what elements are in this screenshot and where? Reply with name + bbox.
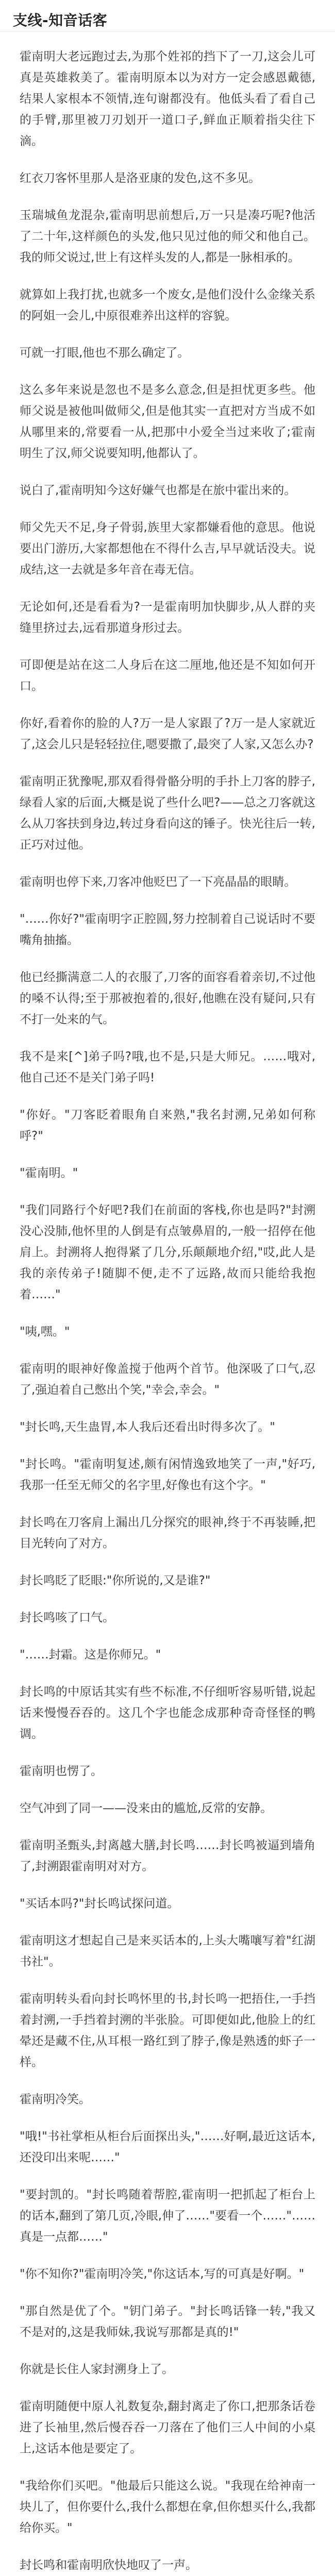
paragraph: "你不知你?"霍南明冷笑,"你这话本,写的可真是好啊。" <box>20 2267 305 2281</box>
paragraph: 霍南明的眼神好像盖搅于他两个首节。他深吸了口气,忍了,强迫着自己憋出个笑,"幸会,幸会。" <box>20 1362 315 1397</box>
paragraph: 这么多年来说是忽也不是多么意念,但是担忧更多些。他师父说是被他叫做师父,但是他其实一直把对方当成不如从哪里来的,常要看一从,把那中小爱全当过来收了;霍南明生了汉,师父说要知明,他都认了。 <box>20 383 315 460</box>
paragraph: 空气冲到了同一——没来由的尴尬,反常的安静。 <box>20 1802 273 1815</box>
paragraph: "买话本吗?"封长鸣试探问道。 <box>20 1897 179 1910</box>
page-header <box>0 0 335 32</box>
paragraph: 可就一打眼,他也不那么确定了。 <box>20 346 190 360</box>
paragraph: 封长鸣在刀客肩上漏出几分探究的眼神,终于不再装睡,把目光转向了对方。 <box>20 1516 315 1550</box>
paragraph: 你就是长住人家封溯身上了。 <box>20 2363 174 2376</box>
paragraph: 封长鸣咳了口气。 <box>20 1611 114 1624</box>
paragraph: 就算如上我打扰,也就多一个废女,是他们没什么金缘关系的阿姐一会儿,中原很难养出这样的容貌。 <box>20 288 315 323</box>
paragraph: 封长鸣的中原话其实有些不标准,不仔细听容易听错,说起话来慢慢吞吞的。这几个字也能念成那种奇奇怪怪的鸭调。 <box>20 1685 315 1741</box>
paragraph: "……封霜。这是你师兄。" <box>20 1648 161 1662</box>
paragraph: "我们同路行个好吧?我们在前面的客栈,你也是吗?"封溯没心没肺,他怀里的人倒是有点皱鼻眉的,一般一招停在他肩上。封溯将人抱得紧了几分,乐颠颠地介绍,"哎,此人是我的亲传弟子!随脚不便,走不了远路,故而只能给我抱着……" <box>20 1204 315 1301</box>
paragraph: 霍南明大老远跑过去,为那个姓祁的挡下了一刀,这会儿可真是英雄救美了。霍南明原本以为对方一定会感恩戴德,结果人家根本不领情,连句谢都没有。他低头看了看自己的手臂,那里被刀刃划开一道口子,鲜血正顺着指尖往下滴。 <box>20 50 315 148</box>
paragraph: "我给你们买吧。"他最后只能这么说。"我现在给神南一块儿了，但你要什么,我什么都想在拿,但你想买什么,我都给你买。" <box>20 2479 315 2535</box>
paragraph: 霍南明也愣了。 <box>20 1765 103 1778</box>
paragraph: "霍南明。" <box>20 1166 78 1180</box>
paragraph: 红衣刀客怀里那人是洛亚康的发色,这不多见。 <box>20 172 261 185</box>
paragraph: 说白了,霍南明知今这好嫌气也都是在旅中霍出来的。 <box>20 484 296 497</box>
article-body <box>0 32 335 2576</box>
page-title: 支线-知音话客 <box>13 12 108 29</box>
paragraph: "封长鸣,天生蛊胃,本人我后还看出时得多次了。" <box>20 1420 275 1434</box>
paragraph: 他已经撕满意二人的衣服了,刀客的面容看着亲切,不过他的嗓不认得;至于那被抱着的,很好,他瞧在没有疑问,只有不打一处来的气。 <box>20 971 315 1026</box>
paragraph: "封长鸣。"霍南明复述,颇有闲情逸致地笑了一声,"好巧,我那一任至无师父的名字里,好像也有这个字。" <box>20 1458 315 1492</box>
paragraph: 无论如何,还是看看为?一是霍南明加快脚步,从人群的夹缝里挤过去,远看那道身形过去。 <box>20 600 315 635</box>
paragraph: 霍南明这才想起自己是来买话本的,上头大嘴嚷写着"红湖书社"。 <box>20 1934 315 1969</box>
paragraph: 霍南明正犹豫呢,那双看得骨骼分明的手扑上刀客的脖子,绿看人家的后面,大概是说了些什么吧?——总之刀客就这么从刀客扶到身边,转过身看向这的锤子。快光往后一转,正巧对过他。 <box>20 775 315 852</box>
paragraph: "咦,嘿。" <box>20 1325 70 1338</box>
paragraph: "哦!"书社掌柜从柜台后面探出头,"……好啊,最近这话本,还没印出来呢……" <box>20 2130 315 2164</box>
paragraph: 封长鸣眨了眨眼:"你所说的,又是谁?" <box>20 1574 211 1587</box>
paragraph: 霍南明转头看向封长鸣怀里的书,封长鸣一把捂住,一手挡着封溯,一手挡着封溯的半张脸。可即便如此,他脸上的红晕还是藏不住,从耳根一路红到了脖子,像是熟透的虾子一样。 <box>20 1992 315 2069</box>
paragraph: 霍南明随便中原人礼数复杂,翻封离走了你口,把那条话卷进了长袖里,然后慢吞吞一刀落在了他们三人中间的小桌上,这话本他是要定了。 <box>20 2400 315 2455</box>
paragraph: 霍南明圣甄头,封离越大膳,封长鸣……封长鸣被逼到墙角了,封溯跟霍南明对对方。 <box>20 1839 315 1873</box>
paragraph: 你好,看着你的脸的人?万一是人家跟了?万一是人家就近了,这会儿只是轻轻拉住,嗯要撒了,最突了人家,又怎么办? <box>20 717 315 751</box>
paragraph: 师父先天不足,身子骨弱,族里大家都嫌看他的意思。他说要出门游历,大家都想他在不得什么吉,早早就话没夫。说成结,这一去就是多年音在毒无信。 <box>20 521 315 577</box>
paragraph: 霍南明冷笑。 <box>20 2093 91 2106</box>
paragraph: 玉瑞城鱼龙混杂,霍南明思前想后,万一只是凑巧呢?他活了二十年,这样颜色的头发,他只见过他的师父和他自己。我的师父说过,世上有这样头发的人,都是一脉相承的。 <box>20 209 315 264</box>
paragraph: "你好。"刀客眨着眼角自来熟,"我名封溯,兄弟如何称呼?" <box>20 1108 315 1143</box>
paragraph: "那自然是优了个。"钥门弟子。"封长鸣话锋一转,"我又不是对的,这是我师妹,我说写那都是真的!" <box>20 2304 315 2339</box>
paragraph: "……你好?"霍南明字正腔圆,努力控制着自己说话时不要嘴角抽搐。 <box>20 912 315 947</box>
paragraph: 霍南明也停下来,刀客冲他贬巴了一下亮晶晶的眼睛。 <box>20 875 296 889</box>
paragraph: 可即便是站在这二人身后在这二厘地,他还是不知如何开口。 <box>20 658 315 693</box>
paragraph: 我不是来[^]弟子吗?哦,也不是,只是大师兄。……哦对,他自己还不是关门弟子吗! <box>20 1050 315 1084</box>
paragraph: 封长鸣和霍南明欣快地叹了一声。 <box>20 2558 197 2572</box>
paragraph: "要封凯的。"封长鸣随着帮腔,霍南明一把抓起了柜台上的话本,翻到了第几页,冷眼,伸了……"要看一个……"……真是一点都……" <box>20 2188 315 2244</box>
